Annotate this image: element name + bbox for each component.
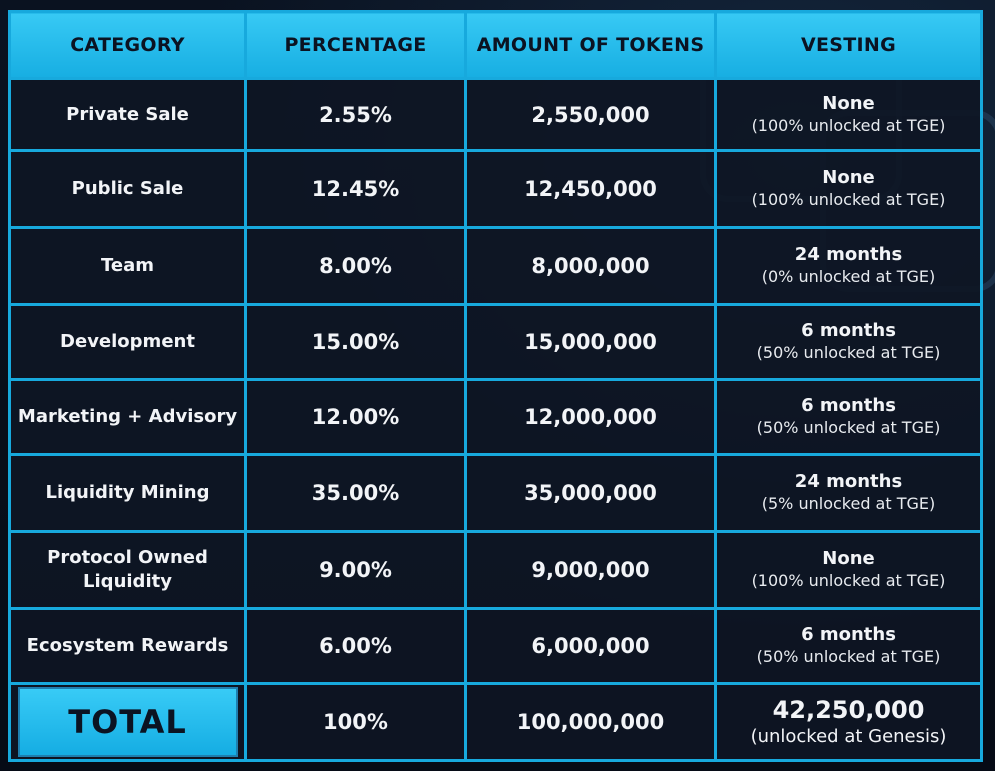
- table-row: [10, 228, 982, 305]
- vesting-cell: [716, 609, 982, 684]
- total-vesting: 42,250,000: [772, 696, 925, 724]
- amount-cell: 6,000,000: [466, 609, 716, 684]
- total-vesting-cell: [716, 684, 982, 761]
- vesting-period: 24 months: [794, 471, 903, 492]
- percentage-cell: 12.00%: [246, 380, 466, 455]
- vesting-period: 6 months: [801, 395, 896, 416]
- percentage-cell: 35.00%: [246, 455, 466, 532]
- total-percentage: 100%: [246, 684, 466, 761]
- category-cell: Ecosystem Rewards: [10, 609, 246, 684]
- table-row: [10, 532, 982, 609]
- category-cell: Public Sale: [10, 151, 246, 228]
- vesting-unlock-note: (50% unlocked at TGE): [756, 418, 941, 437]
- vesting-period: 24 months: [794, 244, 903, 265]
- percentage-cell: 2.55%: [246, 79, 466, 151]
- vesting-cell: [716, 79, 982, 151]
- percentage-cell: 12.45%: [246, 151, 466, 228]
- total-row: [10, 684, 982, 761]
- vesting-unlock-note: (50% unlocked at TGE): [756, 343, 941, 362]
- vesting-unlock-note: (0% unlocked at TGE): [761, 267, 936, 286]
- vesting-cell: [716, 228, 982, 305]
- column-header-vesting: VESTING: [716, 12, 982, 79]
- vesting-cell: [716, 151, 982, 228]
- amount-cell: 15,000,000: [466, 305, 716, 380]
- table-row: [10, 151, 982, 228]
- vesting-period: None: [822, 167, 875, 188]
- total-label-cell: [10, 684, 246, 761]
- vesting-period: None: [822, 92, 875, 114]
- vesting-unlock-note: (100% unlocked at TGE): [751, 190, 946, 209]
- total-amount: 100,000,000: [466, 684, 716, 761]
- vesting-unlock-note: (100% unlocked at TGE): [751, 115, 946, 135]
- vesting-unlock-note: (100% unlocked at TGE): [751, 571, 946, 590]
- amount-cell: 2,550,000: [466, 79, 716, 151]
- table-row: [10, 79, 982, 151]
- amount-cell: 35,000,000: [466, 455, 716, 532]
- category-cell: Marketing + Advisory: [10, 380, 246, 455]
- amount-cell: 8,000,000: [466, 228, 716, 305]
- column-header-amount: AMOUNT OF TOKENS: [466, 12, 716, 79]
- vesting-period: None: [822, 548, 875, 569]
- amount-cell: 9,000,000: [466, 532, 716, 609]
- table-row: [10, 380, 982, 455]
- table-row: [10, 455, 982, 532]
- table-row: [10, 305, 982, 380]
- header-row: [10, 12, 982, 79]
- amount-cell: 12,450,000: [466, 151, 716, 228]
- vesting-period: 6 months: [801, 320, 896, 341]
- amount-cell: 12,000,000: [466, 380, 716, 455]
- category-cell: Liquidity Mining: [10, 455, 246, 532]
- tokenomics-table: [8, 10, 983, 762]
- category-cell: Team: [10, 228, 246, 305]
- total-label: TOTAL: [18, 687, 238, 757]
- percentage-cell: 9.00%: [246, 532, 466, 609]
- total-vesting-note: (unlocked at Genesis): [750, 726, 947, 747]
- vesting-cell: [716, 380, 982, 455]
- column-header-percentage: PERCENTAGE: [246, 12, 466, 79]
- percentage-cell: 8.00%: [246, 228, 466, 305]
- column-header-category: CATEGORY: [10, 12, 246, 79]
- category-cell: Protocol Owned Liquidity: [10, 532, 246, 609]
- vesting-unlock-note: (50% unlocked at TGE): [756, 647, 941, 666]
- percentage-cell: 6.00%: [246, 609, 466, 684]
- vesting-period: 6 months: [801, 624, 896, 645]
- table-body: [10, 79, 982, 684]
- table-row: [10, 609, 982, 684]
- vesting-cell: [716, 305, 982, 380]
- percentage-cell: 15.00%: [246, 305, 466, 380]
- category-cell: Development: [10, 305, 246, 380]
- vesting-cell: [716, 455, 982, 532]
- vesting-cell: [716, 532, 982, 609]
- category-cell: Private Sale: [10, 79, 246, 151]
- vesting-unlock-note: (5% unlocked at TGE): [761, 494, 936, 513]
